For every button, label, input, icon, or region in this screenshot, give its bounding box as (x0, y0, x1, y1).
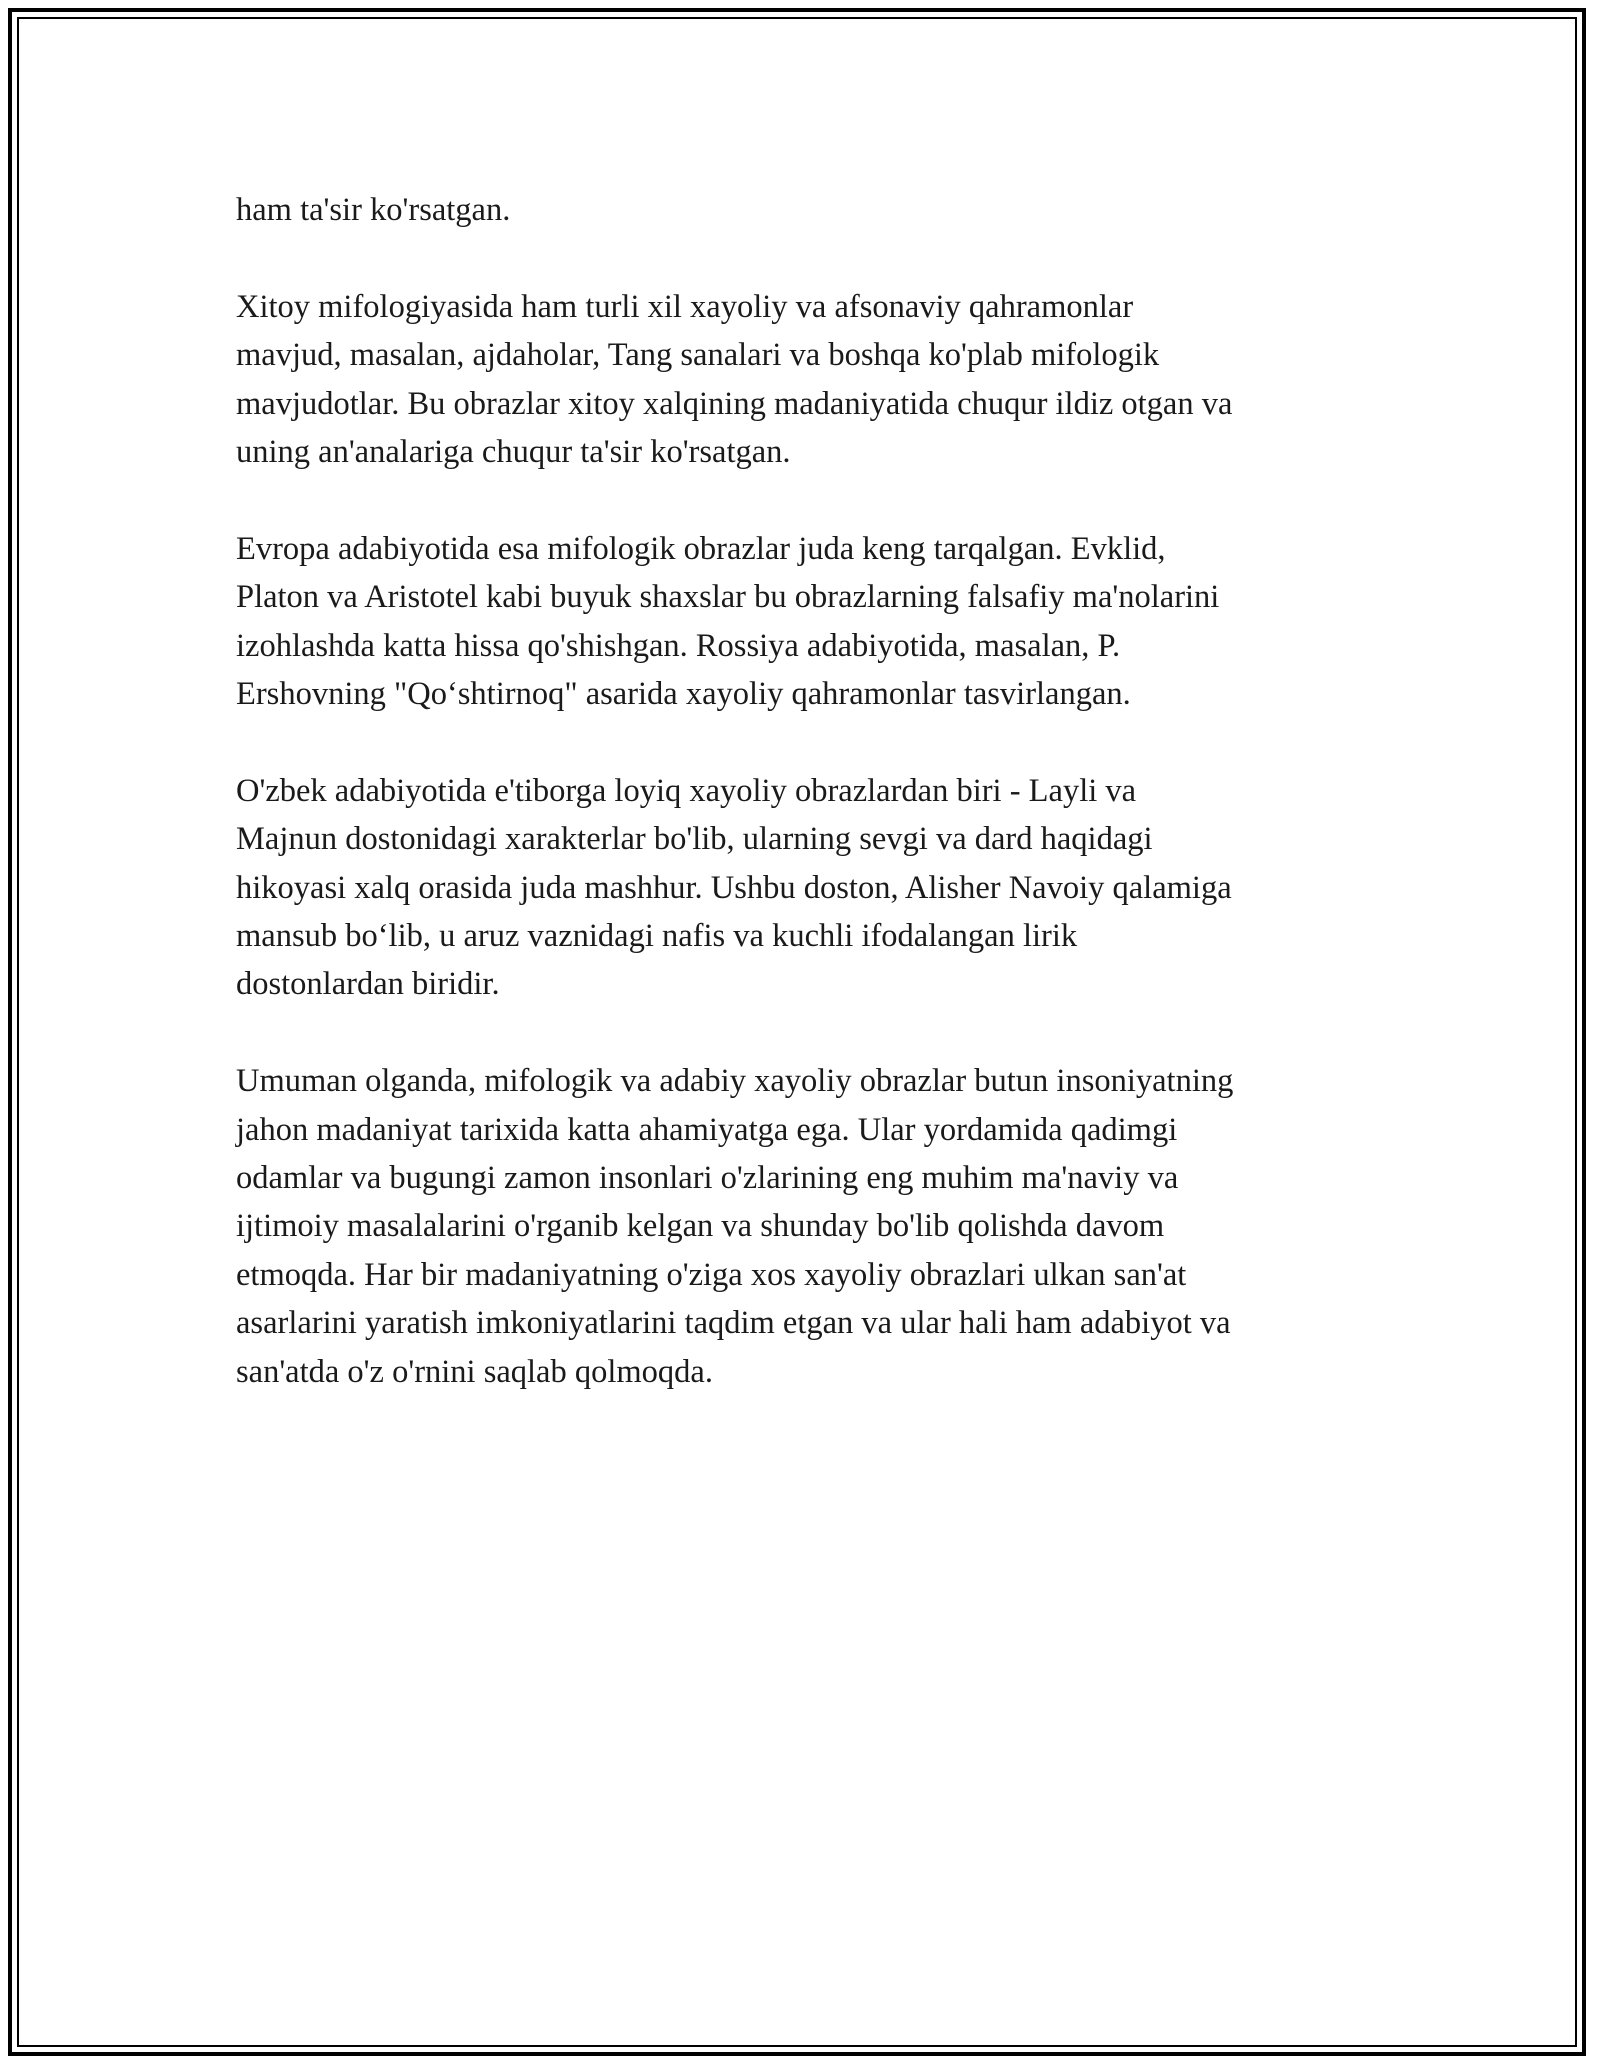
text-line: Majnun dostonidagi xarakterlar bo'lib, ularning sevgi va dard haqidagi (236, 821, 1153, 858)
text-line: hikoyasi xalq orasida juda mashhur. Ushbu doston, Alisher Navoiy qalamiga (236, 869, 1232, 906)
text-line: etmoqda. Har bir madaniyatning o'ziga xos xayoliy obrazlari ulkan san'at (236, 1256, 1187, 1293)
text-line: Umuman olganda, mifologik va adabiy xayoliy obrazlar butun insoniyatning (236, 1063, 1234, 1100)
text-line: ijtimoiy masalalarini o'rganib kelgan va shunday bo'lib qolishda davom (236, 1208, 1165, 1245)
text-line: Platon va Aristotel kabi buyuk shaxslar bu obrazlarning falsafiy ma'nolarini (236, 579, 1220, 616)
text-line: izohlashda katta hissa qo'shishgan. Rossiya adabiyotida, masalan, P. (236, 627, 1121, 664)
text-line: san'atda o'z o'rnini saqlab qolmoqda. (236, 1353, 713, 1390)
text-line: Xitoy mifologiyasida ham turli xil xayoliy va afsonaviy qahramonlar (236, 288, 1134, 325)
text-line: mansub bo‘lib, u aruz vaznidagi nafis va kuchli ifodalangan lirik (236, 918, 1078, 955)
text-line: ham ta'sir ko'rsatgan. (236, 192, 511, 228)
text-line: asarlarini yaratish imkoniyatlarini taqdim etgan va ular hali ham adabiyot va (236, 1305, 1231, 1342)
paragraph-1 (236, 186, 1366, 234)
text-line: O'zbek adabiyotida e'tiborga loyiq xayoliy obrazlardan biri - Layli va (236, 772, 1137, 809)
paragraph-3 (236, 525, 1366, 719)
paragraph-5 (236, 1057, 1366, 1396)
text-line: mavjud, masalan, ajdaholar, Tang sanalari va boshqa ko'plab mifologik (236, 337, 1160, 374)
text-line: Evropa adabiyotida esa mifologik obrazlar juda keng tarqalgan. Evklid, (236, 530, 1166, 567)
text-line: uning an'analariga chuqur ta'sir ko'rsatgan. (236, 434, 791, 471)
document-body (236, 186, 1366, 1444)
text-line: dostonlardan biridir. (236, 966, 500, 1003)
text-line: mavjudotlar. Bu obrazlar xitoy xalqining madaniyatida chuqur ildiz otgan va (236, 385, 1233, 422)
paragraph-4 (236, 767, 1366, 1009)
text-line: jahon madaniyat tarixida katta ahamiyatga ega. Ular yordamida qadimgi (236, 1111, 1178, 1148)
text-line: Ershovning "Qo‘shtirnoq" asarida xayoliy qahramonlar tasvirlangan. (236, 676, 1131, 713)
text-line: odamlar va bugungi zamon insonlari o'zlarining eng muhim ma'naviy va (236, 1160, 1179, 1197)
paragraph-2 (236, 283, 1366, 477)
